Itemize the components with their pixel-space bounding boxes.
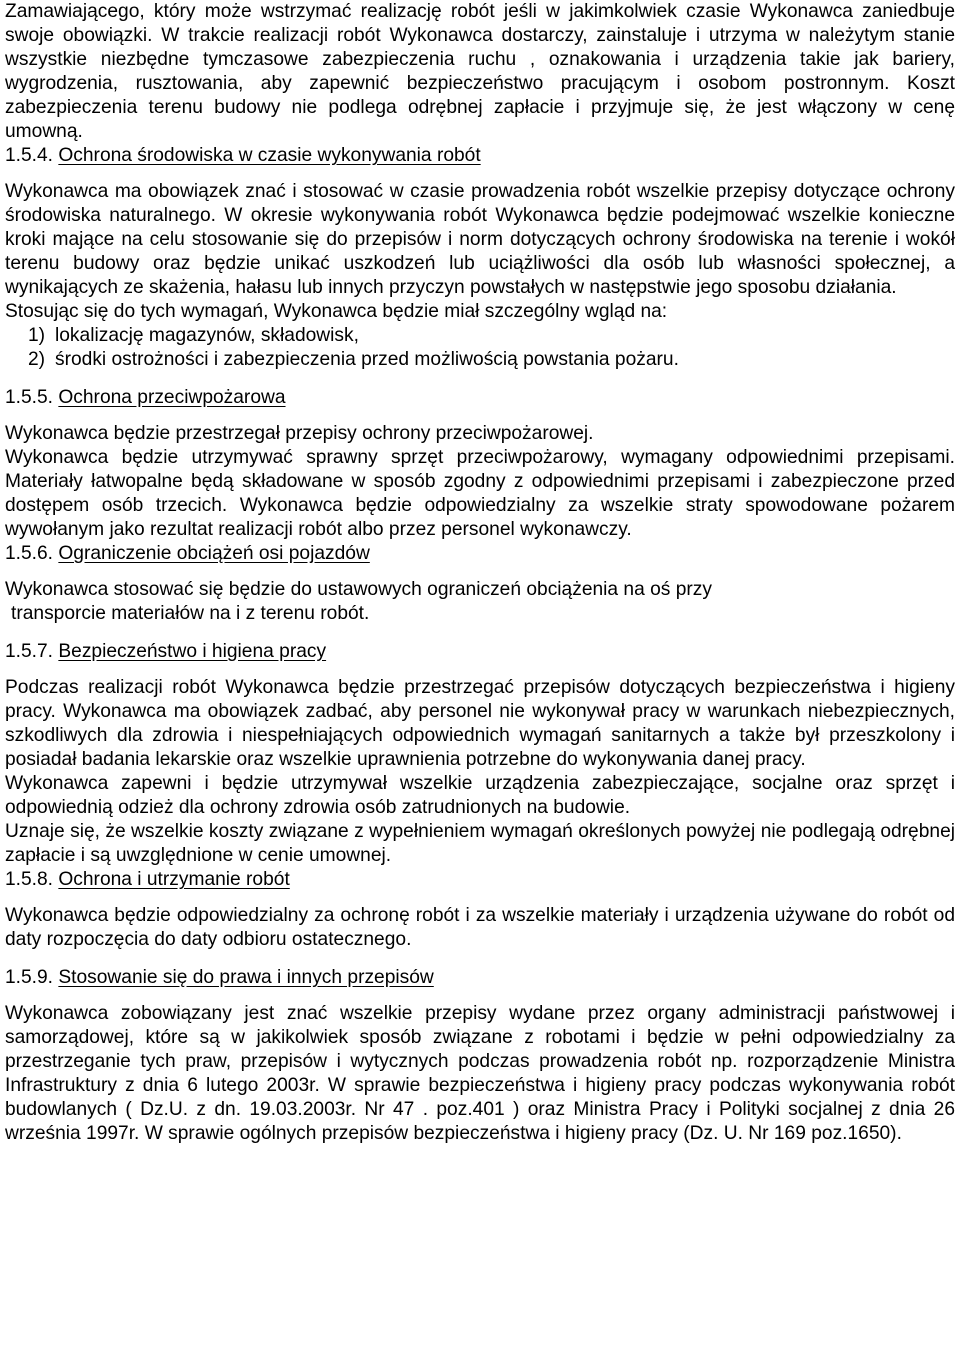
heading-number: 1.5.8.	[5, 869, 54, 890]
section-1-5-4-paragraph-1: Wykonawca ma obowiązek znać i stosować w czasie prowadzenia robót wszelkie przepisy dotyczące ochrony środowiska naturalnego. W okresie wykonywania robót Wykonawca będzie podejmować wszelkie konieczne kroki mające na celu stosowanie się do przepisów i norm dotyczących ochrony środowiska na terenie i wokół terenu budowy oraz będzie unikać uszkodzeń lub uciążliwości dla osób lub własności społecznej, a wynikających ze skażenia, hałasu lub innych przyczyn powstałych w następstwie jego sposobu działania.	[5, 181, 955, 298]
section-1-5-6-paragraph-line-2: transporcie materiałów na i z terenu robót.	[11, 603, 370, 624]
heading-number: 1.5.7.	[5, 641, 54, 662]
list-item: 1) lokalizację magazynów, składowisk,	[27, 325, 359, 346]
list-item: 2) środki ostrożności i zabezpieczenia przed możliwością powstania pożaru.	[27, 349, 679, 370]
section-1-5-4-paragraph-2: Stosując się do tych wymagań, Wykonawca będzie miał szczególny wgląd na:	[5, 301, 668, 322]
heading-number: 1.5.9.	[5, 967, 54, 988]
heading-title: Ochrona i utrzymanie robót	[58, 869, 290, 890]
section-heading-1-5-7	[5, 640, 955, 664]
section-heading-1-5-4	[5, 144, 955, 168]
heading-number: 1.5.4.	[5, 145, 54, 166]
section-1-5-5-paragraph-2: Wykonawca będzie utrzymywać sprawny sprzęt przeciwpożarowy, wymagany odpowiednimi przepisami. Materiały łatwopalne będą składowane w sposób zgodny z odpowiednimi przepisami i zabezpieczone przed dostępem osób trzecich. Wykonawca będzie odpowiedzialny za wszelkie straty spowodowane pożarem wywołanym jako rezultat realizacji robót albo przez personel wykonawczy.	[5, 447, 955, 540]
heading-title: Ograniczenie obciążeń osi pojazdów	[58, 543, 370, 564]
section-heading-1-5-8	[5, 868, 955, 892]
heading-title: Ochrona środowiska w czasie wykonywania robót	[58, 145, 481, 166]
section-1-5-5-paragraph-1: Wykonawca będzie przestrzegał przepisy ochrony przeciwpożarowej.	[5, 423, 594, 444]
heading-number: 1.5.6.	[5, 543, 54, 564]
heading-number: 1.5.5.	[5, 387, 54, 408]
intro-paragraph: Zamawiającego, który może wstrzymać realizację robót jeśli w jakimkolwiek czasie Wykonawca zaniedbuje swoje obowiązki. W trakcie realizacji robót Wykonawca dostarczy, zainstaluje i utrzyma w należytym stanie wszystkie niezbędne tymczasowe zabezpieczenia ruchu , oznakowania i urządzenia takie jak bariery, wygrodzenia, rusztowania, aby zapewnić bezpieczeństwo pracującym i osobom postronnym. Koszt zabezpieczenia terenu budowy nie podlega odrębnej zapłacie i przyjmuje się, że jest włączony w cenę umowną.	[5, 1, 955, 142]
heading-title: Stosowanie się do prawa i innych przepisów	[58, 967, 434, 988]
section-heading-1-5-6	[5, 542, 955, 566]
heading-title: Ochrona przeciwpożarowa	[58, 387, 286, 408]
heading-title: Bezpieczeństwo i higiena pracy	[58, 641, 327, 662]
section-heading-1-5-5	[5, 386, 955, 410]
document-page	[5, 0, 955, 1146]
section-1-5-7-paragraph-2: Wykonawca zapewni i będzie utrzymywał wszelkie urządzenia zabezpieczające, socjalne oraz sprzęt i odpowiednią odzież dla ochrony zdrowia osób zatrudnionych na budowie.	[5, 773, 955, 818]
section-1-5-6-paragraph-line-1: Wykonawca stosować się będzie do ustawowych ograniczeń obciążenia na oś przy	[5, 579, 712, 600]
section-1-5-7-paragraph-1: Podczas realizacji robót Wykonawca będzie przestrzegać przepisów dotyczących bezpieczeństwa i higieny pracy. Wykonawca ma obowiązek zadbać, aby personel nie wykonywał pracy w warunkach niebezpiecznych, szkodliwych dla zdrowia i niespełniających odpowiednich wymagań sanitarnych a także był przeszkolony i posiadał badania lekarskie oraz wszelkie uprawnienia potrzebne do wykonywania danej pracy.	[5, 677, 955, 770]
section-1-5-7-paragraph-3: Uznaje się, że wszelkie koszty związane z wypełnieniem wymagań określonych powyżej nie podlegają odrębnej zapłacie i są uwzględnione w cenie umownej.	[5, 821, 955, 866]
section-1-5-8-paragraph-1: Wykonawca będzie odpowiedzialny za ochronę robót i za wszelkie materiały i urządzenia używane do robót od daty rozpoczęcia do daty odbioru ostatecznego.	[5, 905, 955, 950]
section-1-5-9-paragraph-1: Wykonawca zobowiązany jest znać wszelkie przepisy wydane przez organy administracji państwowej i samorządowej, które są w jakikolwiek sposób związane z robotami i będzie w pełni odpowiedzialny za przestrzeganie tych praw, przepisów i wytycznych podczas prowadzenia robót np. rozporządzenie Ministra Infrastruktury z dnia 6 lutego 2003r. W sprawie bezpieczeństwa i higieny pracy podczas wykonywania robót budowlanych ( Dz.U. z dn. 19.03.2003r. Nr 47 . poz.401 ) oraz Ministra Pracy i Polityki socjalnej z dnia 26 września 1997r. W sprawie ogólnych przepisów bezpieczeństwa i higieny pracy (Dz. U. Nr 169 poz.1650).	[5, 1003, 955, 1144]
section-heading-1-5-9	[5, 966, 955, 990]
section-1-5-4-list	[5, 324, 955, 372]
